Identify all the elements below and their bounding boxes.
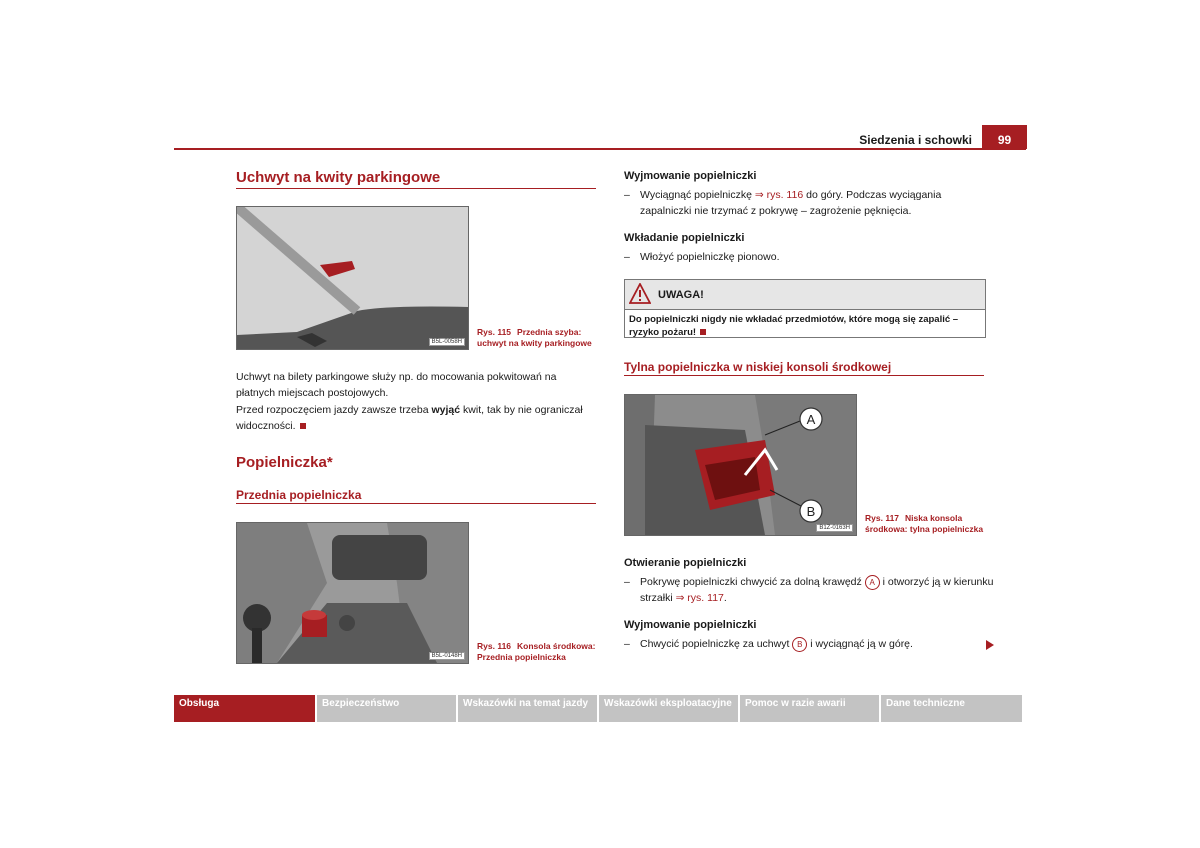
figure-code: B5L-0058H bbox=[429, 338, 465, 346]
end-marker-icon bbox=[700, 329, 706, 335]
caption-number: Rys. 117 bbox=[865, 513, 900, 523]
rear-console-illustration bbox=[625, 395, 856, 535]
end-marker-icon bbox=[300, 423, 306, 429]
dash-marker: – bbox=[624, 576, 630, 588]
warning-title: UWAGA! bbox=[658, 289, 704, 301]
footer-tab-dane[interactable]: Dane techniczne bbox=[881, 695, 1022, 722]
step-open bbox=[624, 574, 995, 606]
continue-arrow-icon bbox=[986, 640, 994, 650]
section-heading-parking: Uchwyt na kwity parkingowe bbox=[236, 169, 441, 186]
windshield-illustration bbox=[237, 207, 468, 349]
footer-tab-jazda[interactable]: Wskazówki na temat jazdy bbox=[458, 695, 597, 722]
figure-caption-117 bbox=[865, 513, 990, 535]
figure-rear-console bbox=[624, 394, 857, 536]
heading-open: Otwieranie popielniczki bbox=[624, 557, 747, 569]
text-span: i otworzyć ją w kierunku strzałki bbox=[640, 576, 994, 604]
footer-nav bbox=[174, 695, 1026, 722]
step-insert bbox=[624, 249, 995, 265]
dash-marker: – bbox=[624, 251, 630, 263]
section-rule bbox=[236, 188, 596, 189]
caption-text: Konsola środkowa: Przednia popielniczka bbox=[477, 641, 596, 662]
caption-text: Przednia szyba: uchwyt na kwity parkingowe bbox=[477, 327, 592, 348]
text-span: Włożyć popielniczkę pionowo. bbox=[640, 251, 780, 263]
dash-marker: – bbox=[624, 189, 630, 201]
step-removal bbox=[624, 187, 995, 219]
footer-tab-bezpieczenstwo[interactable]: Bezpieczeństwo bbox=[317, 695, 456, 722]
text-span: . bbox=[723, 592, 727, 604]
paragraph-parking-2 bbox=[236, 402, 596, 434]
heading-insert: Wkładanie popielniczki bbox=[624, 232, 745, 244]
text-span: i wyciągnąć ją w górę. bbox=[807, 638, 913, 650]
footer-tab-pomoc[interactable]: Pomoc w razie awarii bbox=[740, 695, 879, 722]
console-illustration bbox=[237, 523, 468, 663]
text-span: do góry. Podczas wyciągania zapalniczki nie trzymać z pokrywę – zagrożenie pęknięcia. bbox=[640, 189, 942, 217]
figure-code: B5L-0148H bbox=[429, 652, 465, 660]
bold-word: wyjąć bbox=[431, 404, 461, 416]
page-number: 99 bbox=[982, 125, 1027, 149]
heading-removal: Wyjmowanie popielniczki bbox=[624, 170, 757, 182]
figure-windshield bbox=[236, 206, 469, 350]
subsection-rule bbox=[236, 503, 596, 504]
warning-text bbox=[625, 310, 985, 342]
label-b: B bbox=[806, 504, 816, 519]
heading-remove-rear: Wyjmowanie popielniczki bbox=[624, 619, 757, 631]
marker-a-icon: A bbox=[865, 575, 880, 590]
figure-center-console bbox=[236, 522, 469, 664]
label-a: A bbox=[806, 412, 816, 427]
step-remove-rear bbox=[624, 636, 995, 652]
section-heading-ashtray: Popielniczka* bbox=[236, 454, 333, 471]
text-span: Przed rozpoczęciem jazdy zawsze trzeba bbox=[236, 404, 432, 416]
header-rule bbox=[174, 148, 1026, 150]
figure-link[interactable]: ⇒ rys. 117 bbox=[675, 592, 724, 604]
figure-caption-116 bbox=[477, 641, 602, 663]
caption-number: Rys. 115 bbox=[477, 327, 512, 337]
subheading-front-ashtray: Przednia popielniczka bbox=[236, 488, 362, 502]
subsection-rule bbox=[624, 375, 984, 376]
text-span: kwit, tak by nie ograniczał widoczności. bbox=[236, 404, 583, 432]
figure-link[interactable]: ⇒ rys. 116 bbox=[754, 189, 804, 201]
warning-header bbox=[625, 280, 985, 310]
warning-triangle-icon bbox=[629, 283, 651, 304]
dash-marker: – bbox=[624, 638, 630, 650]
caption-text: Niska konsola środkowa: tylna popielniczka bbox=[865, 513, 984, 534]
warning-box bbox=[624, 279, 986, 338]
figure-caption-115 bbox=[477, 327, 602, 349]
text-span: Chwycić popielniczkę za uchwyt bbox=[640, 638, 793, 650]
text-span: Wyciągnąć popielniczkę bbox=[640, 189, 755, 201]
marker-b-icon: B bbox=[792, 637, 807, 652]
text-span: Do popielniczki nigdy nie wkładać przedmiotów, które mogą się zapalić – ryzyko pożaru! bbox=[629, 314, 959, 338]
subheading-rear-ashtray: Tylna popielniczka w niskiej konsoli środkowej bbox=[624, 360, 892, 374]
text-span: Pokrywę popielniczki chwycić za dolną krawędź bbox=[640, 576, 865, 588]
chapter-title: Siedzenia i schowki bbox=[859, 133, 972, 147]
paragraph-parking-1: Uchwyt na bilety parkingowe służy np. do mocowania pokwitowań na płatnych miejscach postojowych. bbox=[236, 371, 557, 399]
footer-tab-eksploatacja[interactable]: Wskazówki eksploatacyjne bbox=[599, 695, 738, 722]
figure-code: B1Z-0163H bbox=[816, 524, 853, 532]
caption-number: Rys. 116 bbox=[477, 641, 512, 651]
footer-tab-obsluga[interactable]: Obsługa bbox=[174, 695, 315, 722]
